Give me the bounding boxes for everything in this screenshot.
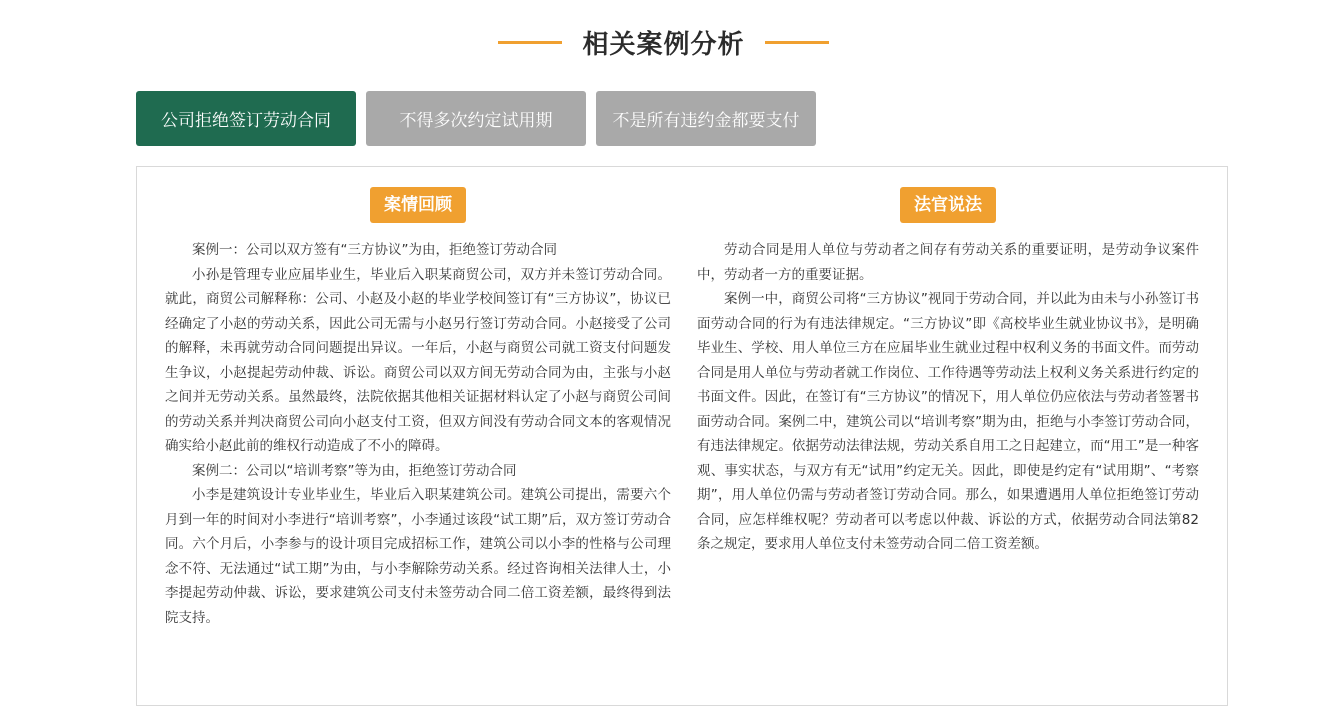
page-title: 相关案例分析 [582,29,745,60]
tab-probation-period[interactable]: 不得多次约定试用期 [366,91,586,146]
case-one-body: 小孙是管理专业应届毕业生，毕业后入职某商贸公司，双方并未签订劳动合同。就此，商贸公司解释称：公司、小赵及小赵的毕业学校间签订有“三方协议”，协议已经确定了小赵的劳动关系，因此公司无需与小赵另行签订劳动合同。小赵接受了公司的解释，未再就劳动合同问题提出异议。一年后，小赵与商贸公司就工资支付问题发生争议，小赵提起劳动仲裁、诉讼。商贸公司以双方间无劳动合同为由，主张与小赵之间并无劳动关系。虽然最终，法院依据其他相关证据材料认定了小赵与商贸公司间的劳动关系并判决商贸公司向小赵支付工资，但双方间没有劳动合同文本的客观情况确实给小赵此前的维权行动造成了不小的障碍。 [165,266,671,454]
judge-analysis-paragraph: 案例一中，商贸公司将“三方协议”视同于劳动合同，并以此为由未与小孙签订书面劳动合同的行为有违法律规定。“三方协议”即《高校毕业生就业协议书》，是明确毕业生、学校、用人单位三方在应届毕业生就业过程中权利义务的书面文件。而劳动合同是用人单位与劳动者就工作岗位、工作待遇等劳动法上权利义务关系进行约定的书面文件。因此，在签订有“三方协议”的情况下，用人单位仍应依法与劳动者签署书面劳动合同。案例二中，建筑公司以“培训考察”期为由，拒绝与小李签订劳动合同，有违法律规定。依据劳动法律法规，劳动关系自用工之日起建立，而“用工”是一种客观、事实状态，与双方有无“试用”约定无关。因此，即使是约定有“试用期”、“考察期”，用人单位仍需与劳动者签订劳动合同。那么，如果遭遇用人单位拒绝签订劳动合同，应怎样维权呢？劳动者可以考虑以仲裁、诉讼的方式，依据劳动合同法第82条之规定，要求用人单位支付未签劳动合同二倍工资差额。 [697,291,1199,552]
case-tabs [136,91,816,146]
case-two-heading: 案例二：公司以“培训考察”等为由，拒绝签订劳动合同 [192,462,517,479]
case-panel [136,166,1228,706]
case-review-badge: 案情回顾 [370,187,466,223]
title-left-decoration [498,41,562,44]
judge-comment-badge: 法官说法 [900,187,996,223]
case-one-heading: 案例一：公司以双方签有“三方协议”为由，拒绝签订劳动合同 [192,242,557,258]
judge-intro-paragraph: 劳动合同是用人单位与劳动者之间存有劳动关系的重要证明，是劳动争议案件中，劳动者一方的重要证据。 [697,242,1199,283]
case-review-column [165,187,671,630]
section-header [0,22,1327,62]
tab-penalty-payment[interactable]: 不是所有违约金都要支付 [596,91,816,146]
tab-refuse-contract[interactable]: 公司拒绝签订劳动合同 [136,91,356,146]
judge-comment-column [697,187,1199,557]
case-two-body: 小李是建筑设计专业毕业生，毕业后入职某建筑公司。建筑公司提出，需要六个月到一年的时间对小李进行“培训考察”，小李通过该段“试工期”后，双方签订劳动合同。六个月后，小李参与的设计项目完成招标工作，建筑公司以小李的性格与公司理念不符、无法通过“试工期”为由，与小李解除劳动关系。经过咨询相关法律人士，小李提起劳动仲裁、诉讼，要求建筑公司支付未签劳动合同二倍工资差额，最终得到法院支持。 [165,487,671,626]
title-right-decoration [765,41,829,44]
